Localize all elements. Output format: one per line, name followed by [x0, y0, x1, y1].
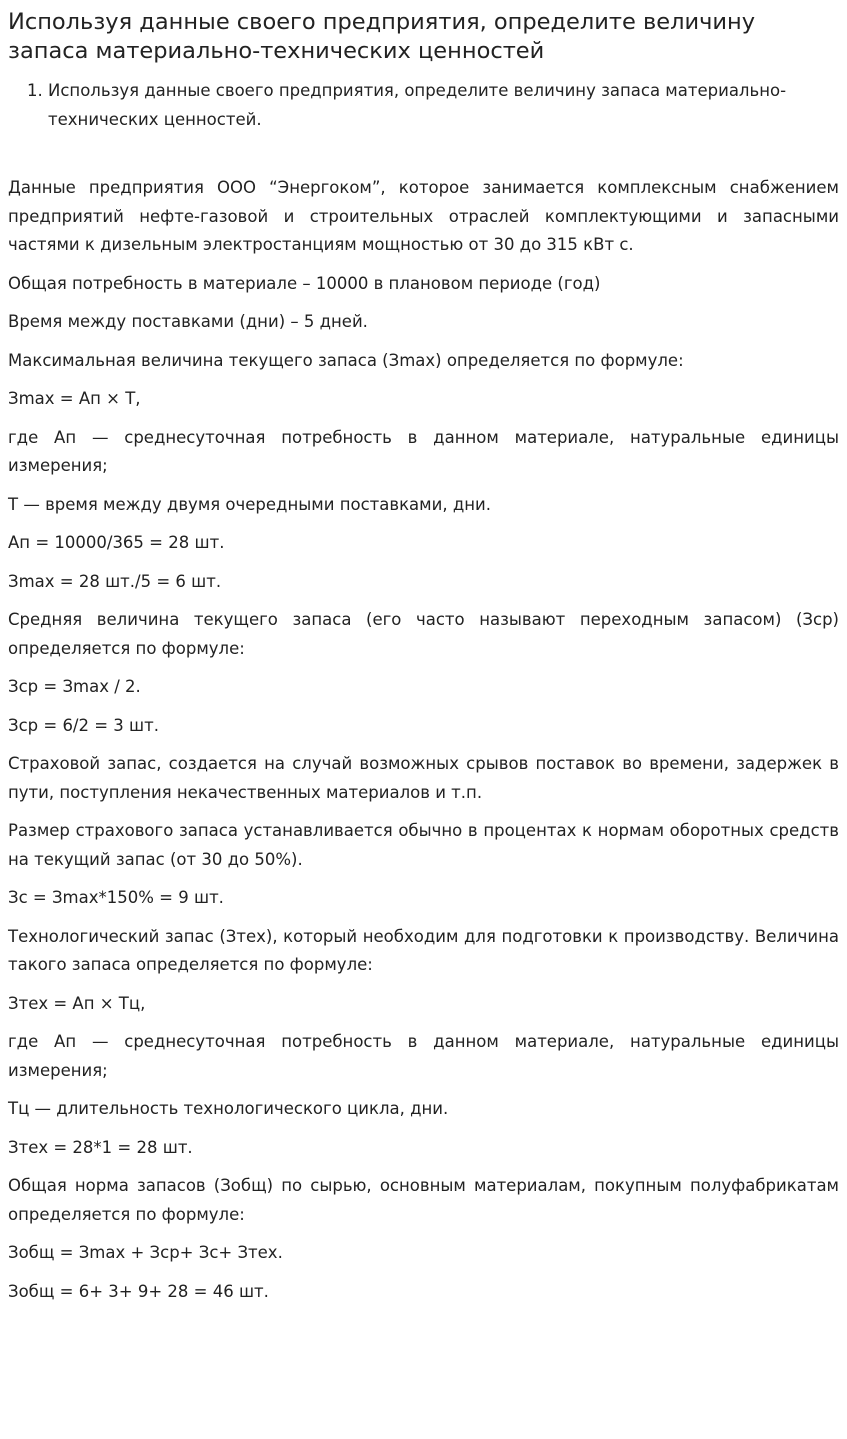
calc-ap: Ап = 10000/365 = 28 шт. [8, 533, 225, 552]
task-list [8, 76, 839, 134]
formula-total-stock: Зобщ = Зmax + Зср+ Зс+ Зтех. [8, 1243, 283, 1262]
formula-tech-stock: Зтех = Ап × Тц, [8, 993, 146, 1013]
formula-max-stock: Зmax = Ап × Т, [8, 389, 141, 408]
document-body [8, 174, 839, 1306]
paragraph-tc-definition: Тц — длительность технологического цикла, дни. [8, 1099, 449, 1118]
paragraph-tech-stock-intro: Технологический запас (Зтех), который необходим для подготовки к производству. Величина такого запаса определяется по формуле: [8, 926, 839, 974]
calc-safety-stock: Зс = Зmax*150% = 9 шт. [8, 888, 224, 907]
calc-tech-stock: Зтех = 28*1 = 28 шт. [8, 1137, 193, 1157]
calc-total-stock: Зобщ = 6+ 3+ 9+ 28 = 46 шт. [8, 1281, 269, 1301]
formula-avg-stock: Зср = Зmax / 2. [8, 677, 141, 696]
paragraph-delivery-interval: Время между поставками (дни) – 5 дней. [8, 312, 368, 331]
task-list-item: 1. Используя данные своего предприятия, определите величину запаса материально-технических ценностей. [48, 76, 839, 134]
paragraph-company-data: Данные предприятия ООО “Энергоком”, которое занимается комплексным снабжением предприятий нефте-газовой и строительных отраслей комплектующими и запасными частями к дизельным электростанциям мощностью от 30 до 315 кВт с. [8, 178, 839, 254]
paragraph-ap-definition: где Ап — среднесуточная потребность в данном материале, натуральные единицы измерения; [8, 427, 839, 475]
paragraph-t-definition: Т — время между двумя очередными поставками, дни. [8, 494, 491, 514]
paragraph-max-stock-intro: Максимальная величина текущего запаса (Зmax) определяется по формуле: [8, 350, 684, 370]
paragraph-safety-stock: Страховой запас, создается на случай возможных срывов поставок во времени, задержек в пути, поступления некачественных материалов и т.п. [8, 754, 839, 802]
calc-avg-stock: Зср = 6/2 = 3 шт. [8, 715, 160, 735]
calc-max-stock: Зmax = 28 шт./5 = 6 шт. [8, 571, 222, 591]
spacer [8, 134, 839, 174]
paragraph-avg-stock-intro: Средняя величина текущего запаса (его часто называют переходным запасом) (Зср) определяется по формуле: [8, 610, 839, 658]
document-title: Используя данные своего предприятия, определите величину запаса материально-технических ценностей [8, 9, 756, 64]
paragraph-total-stock-intro: Общая норма запасов (Зобщ) по сырью, основным материалам, покупным полуфабрикатам определяется по формуле: [8, 1176, 839, 1224]
paragraph-ap-definition-2: где Ап — среднесуточная потребность в данном материале, натуральные единицы измерения; [8, 1032, 839, 1080]
paragraph-total-need: Общая потребность в материале – 10000 в плановом периоде (год) [8, 273, 601, 293]
paragraph-safety-stock-size: Размер страхового запаса устанавливается обычно в процентах к нормам оборотных средств на текущий запас (от 30 до 50%). [8, 821, 839, 869]
